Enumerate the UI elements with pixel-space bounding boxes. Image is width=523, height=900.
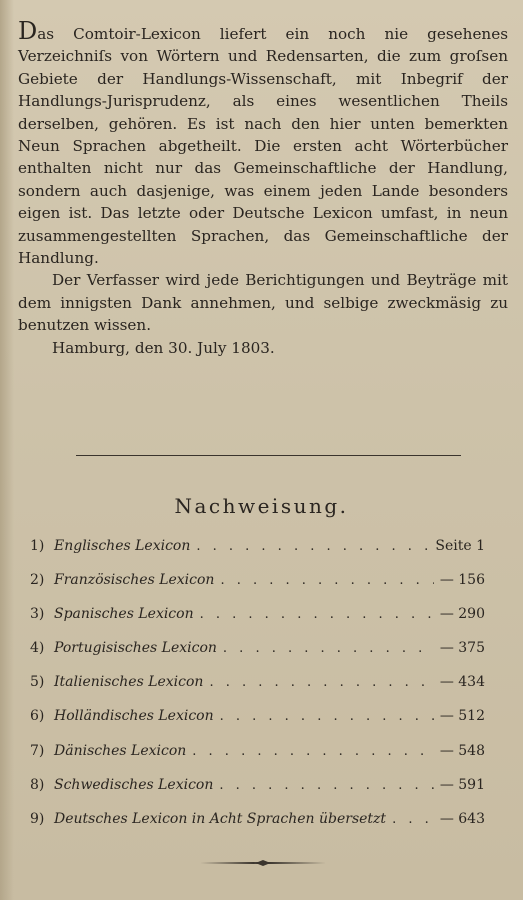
preface-text <box>18 17 508 359</box>
toc-title: Italienisches Lexicon <box>54 674 204 691</box>
toc-title: Spanisches Lexicon <box>54 606 194 623</box>
toc-title: Englisches Lexicon <box>54 538 191 554</box>
toc-entry <box>30 538 485 572</box>
toc-page: — 434 <box>439 674 485 691</box>
dot-leader <box>200 607 434 622</box>
dot-leader <box>192 744 434 759</box>
toc-entry <box>30 674 485 708</box>
toc-entry <box>30 811 485 845</box>
toc-page: — 290 <box>439 606 485 623</box>
dot-leader <box>209 675 433 690</box>
toc-number: 5) <box>30 674 45 691</box>
toc-title: Portugisisches Lexicon <box>54 640 217 657</box>
toc-page: — 591 <box>439 776 485 793</box>
toc-page: — 375 <box>439 640 485 657</box>
toc-page: — 512 <box>439 708 485 725</box>
toc-entry <box>30 640 485 674</box>
toc-page: — 643 <box>439 810 485 827</box>
dot-leader <box>219 778 433 793</box>
toc-number: 6) <box>30 708 45 725</box>
toc-title: Französisches Lexicon <box>54 572 215 589</box>
toc-number: 1) <box>30 538 45 554</box>
toc-title: Holländisches Lexicon <box>54 708 214 725</box>
toc-number: 2) <box>30 572 45 589</box>
dot-leader <box>223 641 434 656</box>
toc-title: Dänisches Lexicon <box>54 742 187 759</box>
toc-number: 9) <box>30 810 45 827</box>
toc-entry <box>30 743 485 777</box>
toc-number: 3) <box>30 606 45 623</box>
toc-number: 4) <box>30 640 45 657</box>
toc-page: — 548 <box>439 742 485 759</box>
toc-page: — 156 <box>439 572 485 589</box>
toc-entry <box>30 572 485 606</box>
dot-leader <box>196 539 429 554</box>
toc-number: 7) <box>30 742 45 759</box>
dot-leader <box>220 573 433 588</box>
toc-title: Schwedisches Lexicon <box>54 776 214 793</box>
toc-heading: Nachweisung. <box>174 494 349 518</box>
toc-title: Deutsches Lexicon in Acht Sprachen übersetzt <box>54 810 387 827</box>
dot-leader <box>220 709 434 724</box>
preface-paragraph-1 <box>18 17 508 269</box>
toc-entry <box>30 777 485 811</box>
table-of-contents <box>30 538 485 845</box>
toc-entry <box>30 708 485 742</box>
preface-paragraph-2: Der Verfasser wird jede Berichtigungen und Beyträge mit dem innigsten Dank annehmen, und selbige zweckmäsig zu benutzen wissen. <box>18 271 508 335</box>
toc-number: 8) <box>30 776 45 793</box>
separator-rule <box>76 455 461 456</box>
ornamental-rule <box>198 858 328 868</box>
toc-page: Seite 1 <box>435 538 485 554</box>
drop-capital: D <box>18 17 38 45</box>
preface-paragraph-1-text: as Comtoir-Lexicon liefert ein noch nie gesehenes Verzeichniſs von Wörtern und Redensarten, die zum groſsen Gebiete der Handlungs-Wissenschaft, mit Inbegrif der Handlungs-Jurisprudenz, als eines wesentlichen Theils derselben, gehören. Es ist nach den hier unten bemerkten Neun Sprachen abgetheilt. Die ersten acht Wörterbücher enthalten nicht nur das Gemeinschaftliche der Handlung, sondern auch dasjenige, was einem jeden Lande besonders eigen ist. Das letzte oder Deutsche Lexicon umfast, in neun zusammengestellten Sprachen, das Gemeinschaftliche der Handlung. <box>18 25 508 268</box>
dateline: Hamburg, den 30. July 1803. <box>52 338 275 357</box>
toc-entry <box>30 606 485 640</box>
dot-leader <box>392 812 434 827</box>
